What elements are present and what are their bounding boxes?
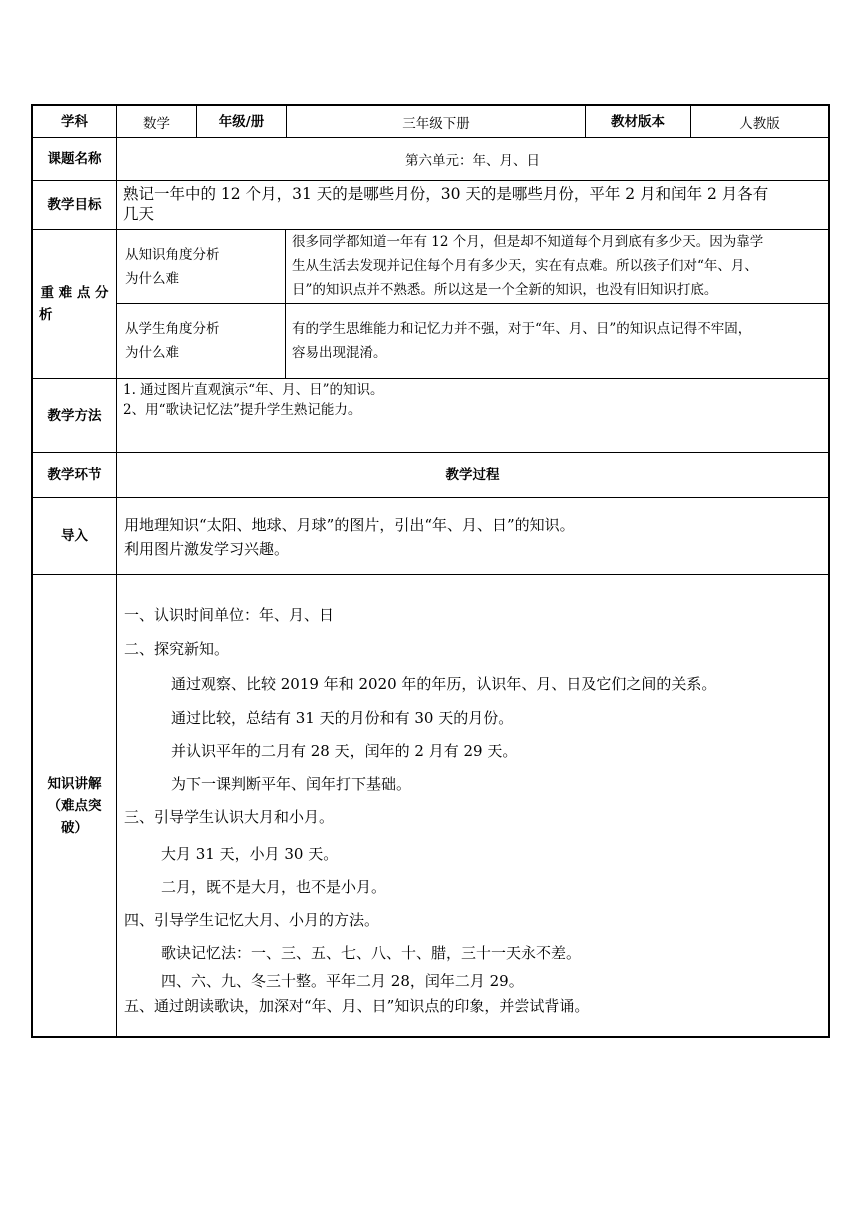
student-label-line: 从学生角度分析 [125, 321, 220, 337]
lecture-label-line: 破） [61, 819, 88, 836]
difficulty-label [33, 230, 116, 378]
method-line: 2、用“歌诀记忆法”提升学生熟记能力。 [123, 402, 362, 418]
row-divider [31, 378, 830, 379]
goal-line: 几天 [123, 205, 155, 223]
lecture-line: 五、通过朗读歌诀，加深对“年、月、日”知识点的印象，并尝试背诵。 [124, 997, 590, 1015]
lecture-line: 一、认识时间单位：年、月、日 [124, 606, 335, 624]
lecture-label [33, 575, 116, 1036]
student-label-line: 为什么难 [125, 345, 179, 361]
goal-label: 教学目标 [47, 197, 102, 213]
knowledge-text-line: 日”的知识点并不熟悉。所以这是一个全新的知识，也没有旧知识打底。 [292, 282, 718, 298]
subject-label: 学科 [61, 113, 88, 130]
lecture-line: 通过观察、比较 2019 年和 2020 年的年历，认识年、月、日及它们之间的关系。 [171, 675, 717, 693]
lecture-line: 二月，既不是大月，也不是小月。 [161, 878, 387, 896]
student-text-line: 有的学生思维能力和记忆力并不强，对于“年、月、日”的知识点记得不牢固， [292, 321, 752, 337]
method-text [123, 380, 828, 420]
row-divider [31, 574, 830, 575]
intro-line: 利用图片激发学习兴趣。 [124, 540, 290, 558]
grade-value: 三年级下册 [402, 115, 470, 132]
difficulty-label-line: 析 [39, 307, 53, 323]
intro-line: 用地理知识“太阳、地球、月球”的图片，引出“年、月、日”的知识。 [124, 516, 575, 534]
table-border-right [828, 104, 830, 1038]
intro-label: 导入 [61, 528, 88, 544]
column-divider-main [116, 104, 117, 1038]
lecture-line: 歌诀记忆法：一、三、五、七、八、十、腊，三十一天永不差。 [161, 944, 582, 962]
table-border-bottom [31, 1036, 830, 1038]
knowledge-text-line: 生从生活去发现并记住每个月有多少天，实在有点难。所以孩子们对“年、月、 [292, 258, 758, 274]
lecture-label-line: 知识讲解 [47, 775, 102, 792]
student-angle-text [292, 317, 828, 365]
topic-value: 第六单元：年、月、日 [405, 153, 540, 169]
lecture-line: 大月 31 天，小月 30 天。 [161, 845, 339, 863]
intro-text [124, 513, 828, 561]
lecture-line: 并认识平年的二月有 28 天，闰年的 2 月有 29 天。 [171, 742, 518, 760]
method-label: 教学方法 [47, 407, 102, 424]
lecture-label-line: （难点突 [47, 797, 102, 814]
process-value: 教学过程 [445, 467, 500, 483]
subject-value: 数学 [143, 115, 170, 132]
knowledge-label-line: 从知识角度分析 [125, 247, 220, 263]
goal-line: 熟记一年中的 12 个月，31 天的是哪些月份，30 天的是哪些月份，平年 2 月和闰年 2 月各有 [123, 185, 769, 203]
lecture-line: 四、引导学生记忆大月、小月的方法。 [124, 911, 380, 929]
edition-label: 教材版本 [611, 113, 665, 130]
lecture-line: 通过比较，总结有 31 天的月份和有 30 天的月份。 [171, 709, 514, 727]
lecture-line: 三、引导学生认识大月和小月。 [124, 808, 335, 826]
lecture-line: 四、六、九、冬三十整。平年二月 28，闰年二月 29。 [161, 972, 524, 990]
column-divider [285, 229, 286, 379]
student-angle-label [125, 317, 283, 365]
topic-label: 课题名称 [47, 151, 102, 167]
knowledge-angle-label [125, 243, 283, 291]
lecture-line: 二、探究新知。 [124, 640, 230, 658]
goal-text [123, 183, 828, 229]
knowledge-text-line: 很多同学都知道一年有 12 个月，但是却不知道每个月到底有多少天。因为靠学 [292, 234, 764, 250]
row-divider [116, 303, 830, 304]
process-label: 教学环节 [47, 467, 102, 483]
lecture-line: 为下一课判断平年、闰年打下基础。 [171, 775, 412, 793]
knowledge-label-line: 为什么难 [125, 271, 179, 287]
grade-label: 年级/册 [218, 113, 265, 130]
method-line: 1. 通过图片直观演示“年、月、日”的知识。 [123, 382, 384, 398]
difficulty-label-line: 重 难 点 分 [40, 285, 109, 301]
row-divider [31, 180, 830, 181]
student-text-line: 容易出现混淆。 [292, 345, 387, 361]
knowledge-angle-text [292, 230, 828, 302]
row-divider [31, 497, 830, 498]
edition-value: 人教版 [739, 115, 780, 132]
